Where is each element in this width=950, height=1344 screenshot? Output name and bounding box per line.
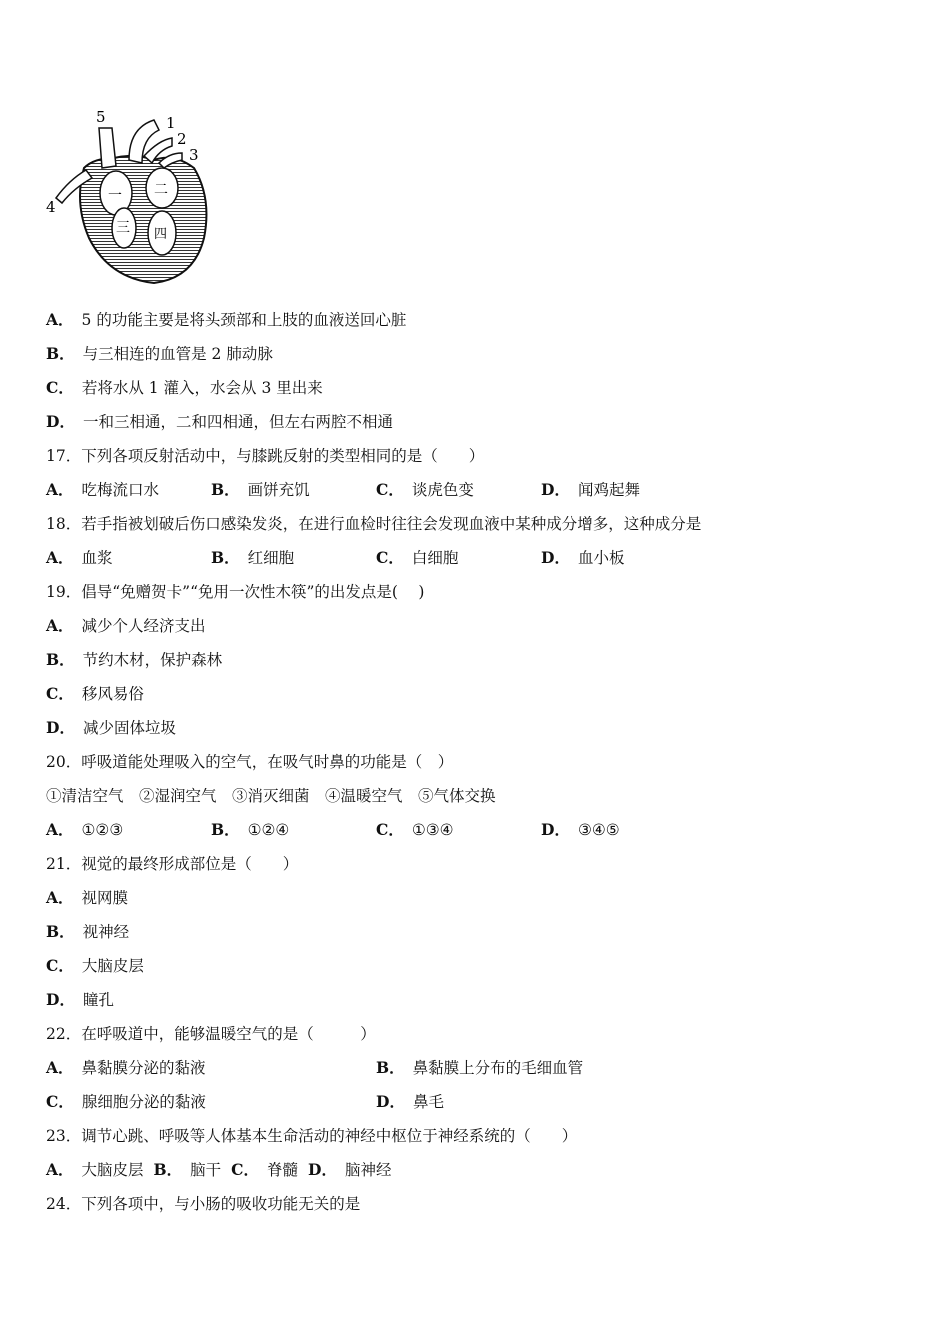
q23-option-b: B． 脑干 [153,1160,222,1179]
q22-options-row1 [46,1058,706,1078]
q22-options-row2 [46,1092,706,1112]
label-3: 3 [189,146,199,164]
q16-option-a: A． 5 的功能主要是将头颈部和上肢的血液送回心脏 [46,310,407,329]
q22-option-c: C． 腺细胞分泌的黏液 [46,1092,206,1111]
q22-stem: 22．在呼吸道中，能够温暖空气的是（ ） [46,1025,376,1043]
q17-option-d: D． 闻鸡起舞 [541,480,640,499]
q21-option-a: A． 视网膜 [46,888,129,907]
q16-option-b: B． 与三相连的血管是 2 肺动脉 [46,344,273,363]
q19-option-b: B． 节约木材，保护森林 [46,650,223,669]
q24-stem: 24．下列各项中，与小肠的吸收功能无关的是 [46,1195,361,1213]
q23-options [46,1160,402,1180]
heart-outline [80,156,206,283]
q22-option-a: A． 鼻黏膜分泌的黏液 [46,1058,206,1077]
q18-option-b: B． 红细胞 [211,548,295,567]
q19-option-d: D． 减少固体垃圾 [46,718,176,737]
q19-stem: 19．倡导“免赠贺卡”“免用一次性木筷”的出发点是( ) [46,583,425,601]
q17-option-c: C． 谈虎色变 [376,480,474,499]
label-san: 三 [116,220,130,236]
q23-option-a: A． 大脑皮层 [46,1160,144,1179]
q23-option-c: C． 脊髓 [231,1160,299,1179]
q21-option-c: C． 大脑皮层 [46,956,144,975]
q20-option-d: D． ③④⑤ [541,820,620,839]
q20-items: ①清洁空气 ②湿润空气 ③消灭细菌 ④温暖空气 ⑤气体交换 [46,787,496,805]
q21-stem: 21．视觉的最终形成部位是（ ） [46,855,299,873]
q18-option-d: D． 血小板 [541,548,625,567]
heart-diagram [44,108,214,288]
label-5: 5 [96,108,106,126]
q23-stem: 23．调节心跳、呼吸等人体基本生命活动的神经中枢位于神经系统的（ ） [46,1127,578,1145]
q21-option-b: B． 视神经 [46,922,130,941]
q22-option-b: B． 鼻黏膜上分布的毛细血管 [376,1058,584,1077]
label-er: 二 [154,182,168,198]
label-yi: 一 [108,188,122,204]
q18-stem: 18．若手指被划破后伤口感染发炎，在进行血检时往往会发现血液中某种成分增多，这种成分是 [46,515,702,533]
label-1: 1 [166,114,176,132]
q20-option-c: C． ①③④ [376,820,454,839]
q16-option-d: D． 一和三相通，二和四相通，但左右两腔不相通 [46,412,393,431]
q20-option-a: A． ①②③ [46,820,124,839]
q16-option-c: C． 若将水从 1 灌入，水会从 3 里出来 [46,378,323,397]
q17-option-b: B． 画饼充饥 [211,480,310,499]
label-si: 四 [154,227,168,242]
q19-option-c: C． 移风易俗 [46,684,144,703]
vessel-5 [99,128,116,168]
q18-option-a: A． 血浆 [46,548,113,567]
label-2: 2 [177,130,187,148]
q18-options [46,548,706,568]
label-4: 4 [46,198,56,216]
q21-option-d: D． 瞳孔 [46,990,114,1009]
q18-option-c: C． 白细胞 [376,548,459,567]
q20-option-b: B． ①②④ [211,820,290,839]
q19-option-a: A． 减少个人经济支出 [46,616,206,635]
q23-option-d: D． 脑神经 [308,1160,392,1179]
q20-options [46,820,706,840]
q17-stem: 17．下列各项反射活动中，与膝跳反射的类型相同的是（ ） [46,447,485,465]
q20-stem: 20．呼吸道能处理吸入的空气，在吸气时鼻的功能是（ ） [46,753,454,771]
q22-option-d: D． 鼻毛 [376,1092,444,1111]
q17-option-a: A． 吃梅流口水 [46,480,160,499]
q17-options [46,480,706,500]
